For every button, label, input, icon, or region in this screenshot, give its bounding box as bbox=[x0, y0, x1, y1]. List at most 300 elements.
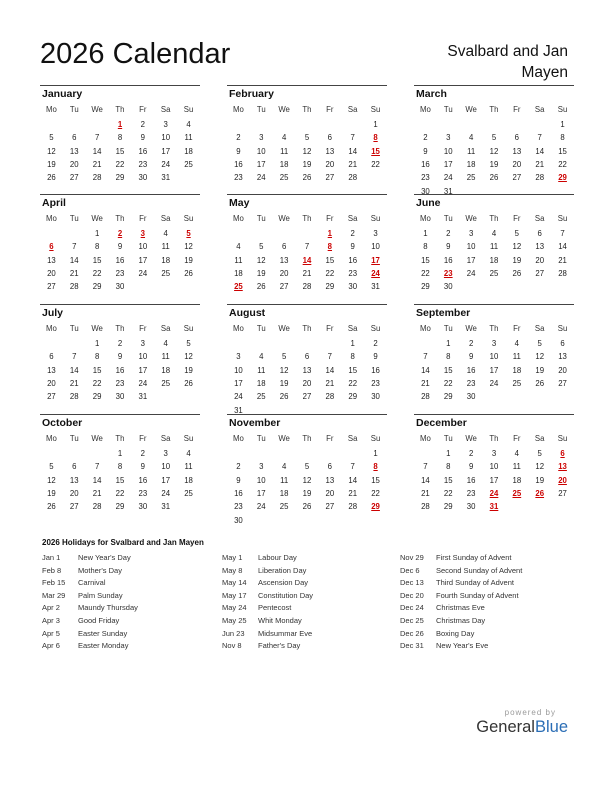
holiday-date: May 8 bbox=[222, 565, 243, 575]
day-cell: 2 bbox=[446, 229, 451, 238]
day-cell: 23 bbox=[348, 268, 358, 278]
day-cell: 24 bbox=[161, 488, 171, 498]
day-cell: 29 bbox=[325, 282, 335, 292]
day-cell: 11 bbox=[280, 146, 289, 156]
weekday-label: Th bbox=[115, 105, 125, 114]
weekday-label: Sa bbox=[534, 105, 545, 114]
weekday-label: Fr bbox=[139, 434, 147, 443]
holiday-name: Mother's Day bbox=[78, 565, 122, 575]
weekday-label: We bbox=[91, 324, 103, 333]
day-cell: 10 bbox=[371, 242, 380, 252]
month-name: January bbox=[42, 88, 83, 100]
day-cell: 23 bbox=[138, 488, 148, 498]
day-cell: 5 bbox=[514, 229, 520, 238]
day-cell: 15 bbox=[92, 255, 102, 265]
day-cell: 8 bbox=[94, 352, 100, 362]
month-july bbox=[40, 304, 200, 410]
day-cell: 25 bbox=[512, 378, 522, 388]
holiday-date: Apr 3 bbox=[42, 615, 60, 625]
day-cell: 21 bbox=[558, 255, 567, 265]
weekday-label: Mo bbox=[46, 214, 57, 223]
day-cell: 4 bbox=[186, 120, 191, 129]
month-name: August bbox=[229, 307, 266, 319]
day-cell: 28 bbox=[69, 282, 79, 292]
day-cell: 10 bbox=[489, 352, 499, 362]
day-cell: 7 bbox=[94, 133, 100, 143]
day-cell: 7 bbox=[72, 242, 77, 252]
day-cell: 14 bbox=[535, 146, 545, 156]
day-cell: 25 bbox=[184, 159, 193, 169]
holiday-day-cell: 29 bbox=[371, 502, 380, 512]
holiday-date: Dec 20 bbox=[400, 590, 424, 600]
weekday-label: Sa bbox=[534, 434, 545, 443]
weekday-label: Sa bbox=[534, 214, 545, 223]
weekday-label: Mo bbox=[420, 434, 431, 443]
holiday-row bbox=[42, 603, 217, 616]
holiday-name: Easter Sunday bbox=[78, 628, 128, 638]
day-cell: 16 bbox=[234, 159, 243, 169]
holiday-name: New Year's Eve bbox=[436, 641, 489, 651]
month-name: December bbox=[416, 417, 467, 429]
day-cell: 11 bbox=[184, 133, 193, 143]
day-cell: 17 bbox=[443, 159, 453, 169]
day-cell: 14 bbox=[325, 365, 335, 375]
holiday-row bbox=[222, 591, 397, 604]
day-cell: 19 bbox=[535, 365, 545, 375]
day-cell: 27 bbox=[535, 268, 545, 278]
day-cell: 17 bbox=[138, 365, 148, 375]
day-cell: 19 bbox=[302, 159, 312, 169]
weekday-label: Th bbox=[115, 324, 125, 333]
holiday-row bbox=[400, 578, 575, 591]
day-cell: 13 bbox=[558, 352, 567, 362]
day-cell: 27 bbox=[558, 378, 567, 388]
weekday-label: Th bbox=[302, 105, 312, 114]
day-cell: 6 bbox=[537, 229, 542, 238]
day-cell: 6 bbox=[72, 462, 77, 472]
holiday-name: Third Sunday of Advent bbox=[436, 578, 514, 588]
month-may bbox=[227, 194, 387, 300]
holiday-name: Father's Day bbox=[258, 641, 301, 651]
holiday-day-cell: 1 bbox=[327, 229, 333, 238]
day-cell: 17 bbox=[138, 255, 148, 265]
weekday-label: We bbox=[91, 214, 103, 223]
day-cell: 9 bbox=[373, 352, 378, 362]
weekday-label: Tu bbox=[443, 434, 453, 443]
day-cell: 30 bbox=[443, 282, 453, 292]
day-cell: 31 bbox=[138, 392, 148, 402]
day-cell: 30 bbox=[371, 392, 380, 402]
day-cell: 9 bbox=[140, 462, 146, 472]
day-cell: 8 bbox=[350, 352, 355, 362]
day-cell: 26 bbox=[256, 282, 266, 292]
month-april bbox=[40, 194, 200, 300]
holiday-day-cell: 31 bbox=[489, 502, 499, 512]
day-cell: 31 bbox=[161, 173, 171, 183]
day-cell: 14 bbox=[92, 475, 102, 485]
day-cell: 14 bbox=[421, 365, 430, 375]
weekday-label: Su bbox=[370, 105, 381, 114]
day-cell: 1 bbox=[560, 120, 565, 129]
day-cell: 19 bbox=[47, 488, 56, 498]
weekday-label: Su bbox=[370, 214, 381, 223]
day-cell: 9 bbox=[140, 133, 146, 143]
day-cell: 17 bbox=[466, 255, 476, 265]
day-cell: 20 bbox=[302, 378, 312, 388]
day-cell: 30 bbox=[115, 392, 125, 402]
weekday-label: Su bbox=[183, 105, 194, 114]
day-cell: 25 bbox=[256, 392, 266, 402]
day-cell: 28 bbox=[92, 502, 102, 512]
day-cell: 15 bbox=[348, 365, 358, 375]
weekday-label: Fr bbox=[513, 434, 521, 443]
day-cell: 28 bbox=[421, 392, 430, 402]
day-cell: 22 bbox=[443, 488, 453, 498]
day-cell: 1 bbox=[94, 339, 100, 348]
day-cell: 3 bbox=[446, 133, 451, 143]
day-cell: 1 bbox=[373, 449, 378, 458]
day-cell: 29 bbox=[92, 392, 102, 402]
weekday-label: Mo bbox=[233, 105, 244, 114]
day-cell: 30 bbox=[138, 502, 148, 512]
day-cell: 9 bbox=[468, 462, 474, 472]
day-cell: 21 bbox=[421, 378, 430, 388]
day-cell: 9 bbox=[236, 475, 241, 485]
holiday-date: Nov 8 bbox=[222, 641, 242, 651]
day-cell: 21 bbox=[535, 159, 545, 169]
day-cell: 16 bbox=[421, 159, 430, 169]
day-cell: 21 bbox=[325, 378, 335, 388]
holiday-date: May 17 bbox=[222, 590, 247, 600]
day-cell: 3 bbox=[140, 339, 146, 348]
generalblue-logo bbox=[448, 718, 568, 737]
day-cell: 9 bbox=[446, 242, 451, 252]
day-cell: 18 bbox=[512, 365, 522, 375]
day-cell: 20 bbox=[512, 159, 522, 169]
holiday-name: Labour Day bbox=[258, 553, 297, 562]
day-cell: 26 bbox=[302, 173, 312, 183]
weekday-label: Fr bbox=[326, 214, 334, 223]
day-cell: 14 bbox=[421, 475, 430, 485]
weekday-label: Sa bbox=[347, 324, 358, 333]
day-cell: 10 bbox=[256, 146, 266, 156]
day-cell: 19 bbox=[47, 159, 56, 169]
day-cell: 13 bbox=[302, 365, 312, 375]
day-cell: 20 bbox=[325, 159, 335, 169]
day-cell: 15 bbox=[443, 475, 453, 485]
day-cell: 23 bbox=[421, 173, 430, 183]
weekday-label: Mo bbox=[46, 324, 57, 333]
month-january bbox=[40, 85, 200, 191]
holiday-row bbox=[400, 616, 575, 629]
day-cell: 13 bbox=[325, 146, 335, 156]
day-cell: 9 bbox=[468, 352, 474, 362]
weekday-label: We bbox=[465, 324, 477, 333]
day-cell: 22 bbox=[443, 378, 453, 388]
holiday-day-cell: 13 bbox=[558, 462, 567, 472]
month-name: June bbox=[416, 197, 441, 209]
holiday-day-cell: 23 bbox=[443, 268, 453, 278]
day-cell: 7 bbox=[304, 242, 310, 252]
day-cell: 7 bbox=[327, 352, 333, 362]
day-cell: 25 bbox=[466, 173, 476, 183]
holiday-name: Constitution Day bbox=[258, 590, 314, 600]
day-cell: 11 bbox=[467, 146, 476, 156]
month-name: October bbox=[42, 417, 83, 429]
weekday-label: Fr bbox=[513, 214, 521, 223]
day-cell: 10 bbox=[466, 242, 476, 252]
day-cell: 28 bbox=[325, 392, 335, 402]
weekday-label: Th bbox=[489, 214, 499, 223]
weekday-label: We bbox=[278, 434, 290, 443]
day-cell: 19 bbox=[535, 475, 545, 485]
weekday-label: Mo bbox=[233, 434, 244, 443]
day-cell: 5 bbox=[304, 133, 310, 143]
day-cell: 27 bbox=[279, 282, 289, 292]
day-cell: 2 bbox=[350, 229, 355, 238]
day-cell: 25 bbox=[184, 488, 193, 498]
day-cell: 6 bbox=[560, 339, 565, 348]
day-cell: 20 bbox=[69, 159, 79, 169]
day-cell: 11 bbox=[161, 352, 170, 362]
day-cell: 17 bbox=[489, 475, 499, 485]
weekday-label: Sa bbox=[347, 105, 358, 114]
holiday-date: Apr 6 bbox=[42, 641, 60, 651]
holiday-column bbox=[42, 553, 217, 654]
holiday-name: Good Friday bbox=[78, 615, 120, 625]
day-cell: 3 bbox=[236, 352, 241, 362]
day-cell: 31 bbox=[234, 405, 243, 415]
day-cell: 7 bbox=[72, 352, 77, 362]
holiday-name: Maundy Thursday bbox=[78, 603, 138, 613]
month-name: September bbox=[416, 307, 471, 319]
day-cell: 28 bbox=[69, 392, 79, 402]
weekday-label: Fr bbox=[139, 214, 147, 223]
day-cell: 3 bbox=[259, 462, 264, 472]
weekday-label: We bbox=[91, 105, 103, 114]
day-cell: 30 bbox=[234, 515, 243, 525]
day-cell: 16 bbox=[234, 488, 243, 498]
weekday-label: Su bbox=[183, 324, 194, 333]
day-cell: 1 bbox=[446, 339, 451, 348]
month-name: March bbox=[416, 88, 447, 100]
holiday-date: Jun 23 bbox=[222, 628, 245, 638]
weekday-label: Fr bbox=[513, 324, 521, 333]
day-cell: 14 bbox=[69, 365, 79, 375]
weekday-label: Sa bbox=[534, 324, 545, 333]
day-cell: 12 bbox=[512, 242, 522, 252]
weekday-label: Th bbox=[489, 324, 499, 333]
day-cell: 28 bbox=[535, 173, 545, 183]
holiday-day-cell: 24 bbox=[371, 268, 380, 278]
month-march bbox=[414, 85, 574, 196]
day-cell: 27 bbox=[325, 502, 335, 512]
day-cell: 28 bbox=[348, 173, 358, 183]
day-cell: 26 bbox=[302, 502, 312, 512]
holiday-date: Dec 26 bbox=[400, 628, 424, 638]
day-cell: 23 bbox=[466, 488, 476, 498]
day-cell: 24 bbox=[466, 268, 476, 278]
day-cell: 13 bbox=[535, 242, 545, 252]
holiday-row bbox=[400, 629, 575, 642]
day-cell: 18 bbox=[466, 159, 476, 169]
day-cell: 10 bbox=[161, 133, 171, 143]
day-cell: 30 bbox=[466, 502, 476, 512]
day-cell: 7 bbox=[423, 462, 428, 472]
day-cell: 21 bbox=[302, 268, 312, 278]
day-cell: 15 bbox=[558, 146, 567, 156]
day-cell: 18 bbox=[184, 146, 193, 156]
day-cell: 24 bbox=[138, 268, 148, 278]
day-cell: 18 bbox=[279, 488, 289, 498]
holiday-day-cell: 3 bbox=[140, 229, 146, 238]
day-cell: 18 bbox=[234, 268, 243, 278]
day-cell: 19 bbox=[184, 255, 193, 265]
day-cell: 24 bbox=[234, 392, 243, 402]
day-cell: 30 bbox=[138, 173, 148, 183]
day-cell: 13 bbox=[69, 146, 79, 156]
weekday-label: Tu bbox=[69, 105, 79, 114]
day-cell: 15 bbox=[115, 475, 125, 485]
holiday-name: New Year's Day bbox=[78, 553, 131, 562]
weekday-label: Sa bbox=[160, 434, 171, 443]
day-cell: 25 bbox=[161, 268, 171, 278]
day-cell: 16 bbox=[443, 255, 453, 265]
weekday-label: Sa bbox=[160, 324, 171, 333]
weekday-label: Sa bbox=[347, 214, 358, 223]
month-name: February bbox=[229, 88, 274, 100]
holiday-date: Dec 25 bbox=[400, 615, 424, 625]
day-cell: 19 bbox=[184, 365, 193, 375]
day-cell: 27 bbox=[47, 282, 56, 292]
weekday-label: Su bbox=[557, 214, 568, 223]
day-cell: 3 bbox=[468, 229, 474, 238]
day-cell: 16 bbox=[115, 365, 125, 375]
weekday-label: We bbox=[465, 214, 477, 223]
day-cell: 4 bbox=[491, 229, 497, 238]
holiday-date: Dec 31 bbox=[400, 641, 424, 651]
holiday-date: Feb 15 bbox=[42, 578, 66, 588]
day-cell: 25 bbox=[279, 502, 289, 512]
day-cell: 10 bbox=[138, 352, 148, 362]
month-june bbox=[414, 194, 574, 300]
holiday-row bbox=[400, 603, 575, 616]
holiday-day-cell: 2 bbox=[117, 229, 123, 238]
day-cell: 19 bbox=[512, 255, 522, 265]
weekday-label: Fr bbox=[326, 434, 334, 443]
day-cell: 12 bbox=[302, 146, 312, 156]
day-cell: 1 bbox=[94, 229, 100, 238]
weekday-label: Tu bbox=[443, 214, 453, 223]
holiday-row bbox=[222, 603, 397, 616]
weekday-label: Mo bbox=[420, 105, 431, 114]
day-cell: 10 bbox=[256, 475, 266, 485]
day-cell: 23 bbox=[234, 502, 243, 512]
weekday-label: Th bbox=[302, 214, 312, 223]
month-august bbox=[227, 304, 387, 415]
day-cell: 16 bbox=[466, 365, 476, 375]
day-cell: 11 bbox=[257, 365, 266, 375]
day-cell: 18 bbox=[184, 475, 193, 485]
weekday-label: Mo bbox=[46, 105, 57, 114]
day-cell: 17 bbox=[256, 159, 266, 169]
day-cell: 1 bbox=[117, 449, 123, 458]
day-cell: 11 bbox=[489, 242, 499, 252]
weekday-label: We bbox=[278, 214, 290, 223]
day-cell: 26 bbox=[535, 378, 545, 388]
holiday-row bbox=[222, 566, 397, 579]
holiday-day-cell: 20 bbox=[558, 475, 567, 485]
weekday-label: Th bbox=[115, 434, 125, 443]
day-cell: 20 bbox=[47, 268, 56, 278]
day-cell: 7 bbox=[350, 133, 355, 143]
day-cell: 26 bbox=[184, 268, 193, 278]
day-cell: 8 bbox=[446, 462, 451, 472]
holiday-date: May 25 bbox=[222, 615, 247, 625]
page-title: 2026 Calendar bbox=[40, 38, 231, 70]
day-cell: 28 bbox=[92, 173, 102, 183]
weekday-label: Fr bbox=[326, 105, 334, 114]
day-cell: 23 bbox=[466, 378, 476, 388]
day-cell: 24 bbox=[161, 159, 171, 169]
weekday-label: Tu bbox=[69, 324, 79, 333]
holiday-day-cell: 8 bbox=[373, 462, 378, 472]
day-cell: 10 bbox=[489, 462, 499, 472]
day-cell: 23 bbox=[138, 159, 148, 169]
day-cell: 12 bbox=[256, 255, 266, 265]
day-cell: 3 bbox=[373, 229, 378, 238]
day-cell: 28 bbox=[348, 502, 358, 512]
logo-blue-text: Blue bbox=[534, 718, 568, 736]
day-cell: 1 bbox=[373, 120, 378, 129]
day-cell: 2 bbox=[373, 339, 378, 348]
day-cell: 18 bbox=[489, 255, 499, 265]
holiday-row bbox=[222, 553, 397, 566]
day-cell: 18 bbox=[279, 159, 289, 169]
day-cell: 4 bbox=[281, 133, 287, 143]
holiday-day-cell: 25 bbox=[512, 488, 522, 498]
day-cell: 3 bbox=[163, 449, 168, 458]
day-cell: 11 bbox=[280, 475, 289, 485]
day-cell: 25 bbox=[161, 378, 171, 388]
day-cell: 16 bbox=[138, 475, 148, 485]
weekday-label: Th bbox=[115, 214, 125, 223]
day-cell: 22 bbox=[92, 378, 102, 388]
holiday-name: Fourth Sunday of Advent bbox=[436, 590, 519, 600]
weekday-label: Th bbox=[302, 434, 312, 443]
day-cell: 22 bbox=[371, 488, 380, 498]
day-cell: 10 bbox=[234, 365, 243, 375]
day-cell: 19 bbox=[256, 268, 266, 278]
day-cell: 5 bbox=[537, 339, 542, 348]
day-cell: 12 bbox=[535, 462, 545, 472]
holiday-name: Christmas Day bbox=[436, 615, 486, 625]
weekday-label: We bbox=[278, 105, 290, 114]
day-cell: 26 bbox=[184, 378, 193, 388]
holiday-row bbox=[42, 641, 217, 654]
day-cell: 7 bbox=[423, 352, 428, 362]
weekday-label: Mo bbox=[420, 324, 431, 333]
weekday-label: Tu bbox=[69, 434, 79, 443]
holiday-date: Apr 5 bbox=[42, 628, 60, 638]
powered-by-text: powered by bbox=[504, 708, 556, 717]
day-cell: 2 bbox=[140, 449, 146, 458]
holiday-date: Dec 6 bbox=[400, 565, 420, 575]
day-cell: 22 bbox=[371, 159, 380, 169]
day-cell: 14 bbox=[69, 255, 79, 265]
day-cell: 5 bbox=[537, 449, 542, 458]
day-cell: 27 bbox=[558, 488, 567, 498]
